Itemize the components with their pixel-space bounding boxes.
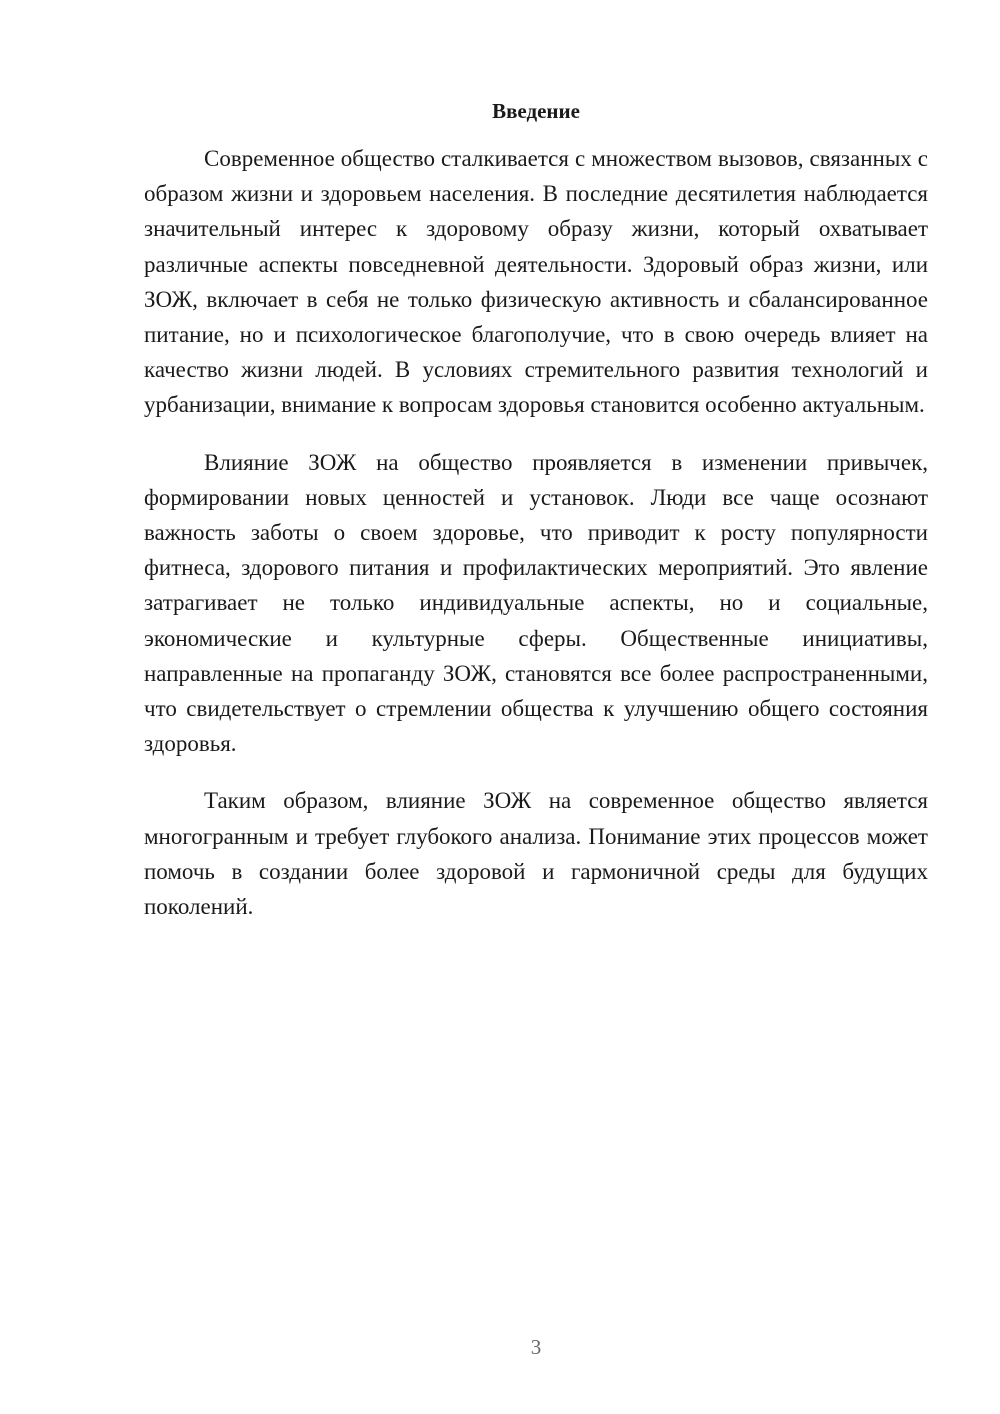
page-content	[144, 96, 928, 924]
paragraph-1: Современное общество сталкивается с множеством вызовов, связанных с образом жизни и здоровьем населения. В последние десятилетия наблюдается значительный интерес к здоровому образу жизни, который охватывает различные аспекты повседневной деятельности. Здоровый образ жизни, или ЗОЖ, включает в себя не только физическую активность и сбалансированное питание, но и психологическое благополучие, что в свою очередь влияет на качество жизни людей. В условиях стремительного развития технологий и урбанизации, внимание к вопросам здоровья становится особенно актуальным.	[144, 146, 928, 418]
paragraph-2: Влияние ЗОЖ на общество проявляется в изменении привычек, формировании новых ценностей и установок. Люди все чаще осознают важность заботы о своем здоровье, что приводит к росту популярности фитнеса, здорового питания и профилактических мероприятий. Это явление затрагивает не только индивидуальные аспекты, но и социальные, экономические и культурные сферы. Общественные инициативы, направленные на пропаганду ЗОЖ, становятся все более распространенными, что свидетельствует о стремлении общества к улучшению общего состояния здоровья.	[144, 449, 928, 757]
paragraph-3: Таким образом, влияние ЗОЖ на современное общество является многогранным и требует глубокого анализа. Понимание этих процессов может помочь в создании более здоровой и гармоничной среды для будущих поколений.	[144, 788, 928, 920]
page-number: 3	[530, 1335, 542, 1359]
section-title: Введение	[492, 99, 580, 123]
